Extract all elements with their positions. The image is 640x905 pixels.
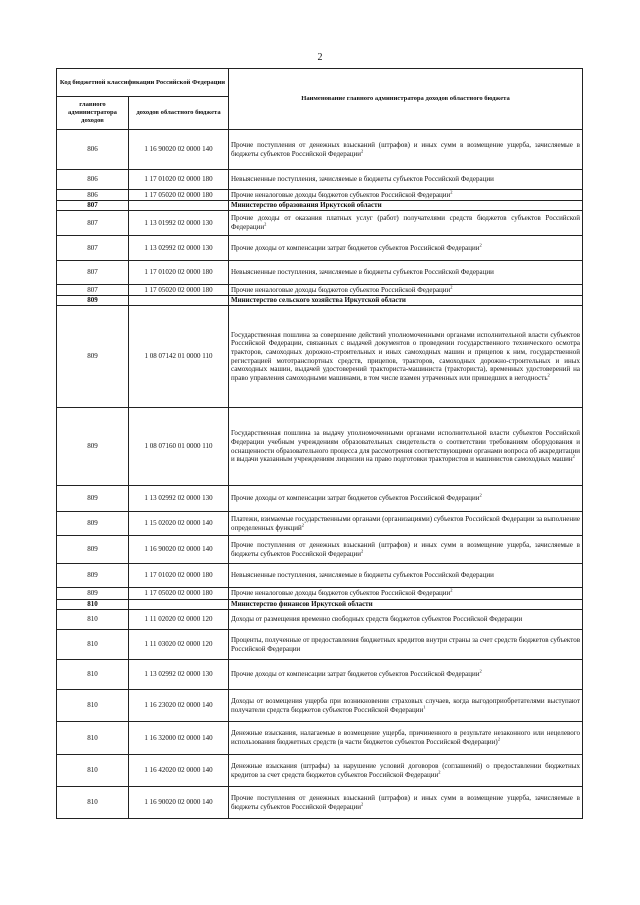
revenue-name-cell xyxy=(229,170,583,190)
footnote-marker: 2 xyxy=(301,522,304,528)
revenue-code-cell: 1 13 02992 02 0000 130 xyxy=(129,660,229,690)
administrator-name-cell xyxy=(229,201,583,211)
revenue-name-text: Денежные взыскания, налагаемые в возмещение ущерба, причиненного в результате незаконного или нецелевого использования бюджетных средств (в части бюджетов субъектов Российской Федерации) xyxy=(231,729,580,746)
section-row xyxy=(57,296,583,306)
table-row xyxy=(57,755,583,787)
revenue-code-cell xyxy=(129,296,229,306)
revenue-code-cell: 1 11 02020 02 0000 120 xyxy=(129,610,229,630)
table-row xyxy=(57,130,583,170)
admin-code-cell: 806 xyxy=(57,170,129,190)
table-row xyxy=(57,306,583,408)
footnote-marker: 2 xyxy=(361,548,364,554)
revenue-name-text: Доходы от размещения временно свободных средств бюджетов субъектов Российской Федерации xyxy=(231,615,523,624)
revenue-name-cell xyxy=(229,610,583,630)
name-column-header: Наименование главного администратора доходов областного бюджета xyxy=(229,69,583,130)
revenue-code-cell: 1 11 03020 02 0000 120 xyxy=(129,630,229,660)
table-row xyxy=(57,722,583,755)
admin-code-cell: 806 xyxy=(57,130,129,170)
revenue-code-cell: 1 17 01020 02 0000 180 xyxy=(129,564,229,588)
table-row xyxy=(57,536,583,564)
footnote-marker: 2 xyxy=(450,587,453,593)
revenue-name-cell xyxy=(229,564,583,588)
revenue-name-cell xyxy=(229,261,583,285)
admin-code-cell: 810 xyxy=(57,787,129,819)
admin-code-cell: 809 xyxy=(57,408,129,486)
revenue-code-cell: 1 17 05020 02 0000 180 xyxy=(129,285,229,296)
revenue-name-cell xyxy=(229,660,583,690)
table-row xyxy=(57,630,583,660)
code-column-header: доходов областного бюджета xyxy=(129,97,229,130)
admin-code-cell: 807 xyxy=(57,285,129,296)
revenue-code-cell: 1 16 42020 02 0000 140 xyxy=(129,755,229,787)
revenue-name-text: Платежи, взимаемые государственными органами (организациями) субъектов Российской Федерации за выполнение определенных функций xyxy=(231,514,580,532)
admin-code-cell: 810 xyxy=(57,630,129,660)
table-row xyxy=(57,486,583,512)
revenue-code-cell xyxy=(129,600,229,610)
footnote-marker: 2 xyxy=(572,453,575,459)
admin-code-cell: 807 xyxy=(57,201,129,211)
footnote-marker: 2 xyxy=(438,769,441,775)
table-row xyxy=(57,660,583,690)
revenue-name-text: Невыясненные поступления, зачисляемые в бюджеты субъектов Российской Федерации xyxy=(231,175,494,184)
table-row xyxy=(57,285,583,296)
revenue-code-cell: 1 13 01992 02 0000 130 xyxy=(129,211,229,236)
footnote-marker: 2 xyxy=(497,736,501,742)
revenue-name-text: Прочие поступления от денежных взысканий (штрафов) и иных сумм в возмещение ущерба, зачисляемые в бюджеты субъектов Российской Федерации xyxy=(231,540,580,558)
table-row xyxy=(57,588,583,600)
revenue-code-cell: 1 08 07160 01 0000 110 xyxy=(129,408,229,486)
table-row xyxy=(57,610,583,630)
admin-code-cell: 807 xyxy=(57,211,129,236)
revenue-code-cell: 1 15 02020 02 0000 140 xyxy=(129,512,229,536)
admin-code-cell: 810 xyxy=(57,610,129,630)
table-row xyxy=(57,564,583,588)
revenue-name-cell xyxy=(229,755,583,787)
revenue-name-text: Проценты, полученные от предоставления бюджетных кредитов внутри страны за счет средств бюджетов субъектов Российской Федерации xyxy=(231,635,580,653)
revenue-code-cell: 1 17 05020 02 0000 180 xyxy=(129,190,229,201)
revenue-name-cell xyxy=(229,722,583,755)
footnote-marker: 2 xyxy=(450,189,453,195)
admin-code-cell: 807 xyxy=(57,236,129,261)
revenue-code-cell: 1 17 01020 02 0000 180 xyxy=(129,261,229,285)
table-row xyxy=(57,787,583,819)
revenue-name-text: Прочие доходы от компенсации затрат бюджетов субъектов Российской Федерации xyxy=(231,243,480,252)
table-row xyxy=(57,512,583,536)
revenue-code-cell: 1 08 07142 01 0000 110 xyxy=(129,306,229,408)
revenue-name-cell xyxy=(229,211,583,236)
revenue-name-text: Государственная пошлина за выдачу уполномоченными органами исполнительной власти субъектов Российской Федерации учебным учреждениям образовательных свидетельств о соответствии требованиям оборудования и оснащенности образовательного процесса для рассмотрения соответствующими органами вопроса об аккредитации и выдачи указанным учреждениям лицензии на право подготовки трактористов и машинистов самоходных машин xyxy=(231,429,580,464)
footnote-marker: 2 xyxy=(479,242,482,248)
revenue-code-cell: 1 13 02992 02 0000 130 xyxy=(129,486,229,512)
revenue-name-text: Денежные взыскания (штрафы) за нарушение условий договоров (соглашений) о предоставлении бюджетных кредитов за счет средств бюджетов субъектов Российской Федерации xyxy=(231,761,580,779)
table-row xyxy=(57,170,583,190)
revenue-name-cell xyxy=(229,130,583,170)
revenue-name-text: Прочие неналоговые доходы бюджетов субъектов Российской Федерации xyxy=(231,190,451,199)
admin-code-cell: 809 xyxy=(57,296,129,306)
revenue-name-text: Прочие поступления от денежных взысканий (штрафов) и иных сумм в возмещение ущерба, зачисляемые в бюджеты субъектов Российской Федерации xyxy=(231,140,580,158)
administrator-name-cell xyxy=(229,600,583,610)
admin-code-cell: 809 xyxy=(57,588,129,600)
table-row xyxy=(57,236,583,261)
admin-code-cell: 809 xyxy=(57,512,129,536)
footnote-marker: 2 xyxy=(264,221,267,227)
admin-column-header: главного администратора доходов xyxy=(57,97,129,130)
revenue-name-text: Министерство образования Иркутской области xyxy=(231,201,382,210)
footnote-marker: 1 xyxy=(423,704,426,710)
revenue-name-text: Невыясненные поступления, зачисляемые в бюджеты субъектов Российской Федерации xyxy=(231,571,494,580)
budget-classification-header: Код бюджетной классификации Российской Федерации xyxy=(57,69,229,97)
admin-code-cell: 809 xyxy=(57,564,129,588)
table-row xyxy=(57,690,583,722)
revenue-name-text: Доходы от возмещения ущерба при возникновении страховых случаев, когда выгодоприобретателями выступают получатели средств бюджетов субъектов Российской Федерации xyxy=(231,696,580,714)
revenue-name-text: Прочие неналоговые доходы бюджетов субъектов Российской Федерации xyxy=(231,285,451,294)
revenue-name-cell xyxy=(229,486,583,512)
revenue-name-cell xyxy=(229,787,583,819)
admin-code-cell: 810 xyxy=(57,690,129,722)
table-row xyxy=(57,211,583,236)
revenue-name-text: Прочие доходы от компенсации затрат бюджетов субъектов Российской Федерации xyxy=(231,670,480,679)
table-body xyxy=(57,130,583,819)
revenue-name-text: Государственная пошлина за совершение действий уполномоченными органами исполнительной власти субъектов Российской Федерации, связанных с выдачей документов о проведении государственного технического осмотра тракторов, самоходных дорожно-строительных и иных самоходных машин и прицепов к ним, государственной регистрацией мототранспортных средств, прицепов, тракторов, самоходных дорожно-строительных и иных самоходных машин, выдачей удостоверений тракториста-машиниста (тракториста), временных удостоверений на право управления самоходными машинами, в том числе взамен утраченных или пришедших в негодность xyxy=(231,330,580,382)
revenue-name-cell xyxy=(229,690,583,722)
admin-code-cell: 810 xyxy=(57,755,129,787)
admin-code-cell: 810 xyxy=(57,600,129,610)
footnote-marker: 2 xyxy=(479,492,482,498)
admin-code-cell: 810 xyxy=(57,722,129,755)
admin-code-cell: 809 xyxy=(57,536,129,564)
revenue-name-cell xyxy=(229,190,583,201)
footnote-marker: 2 xyxy=(361,801,364,807)
revenue-code-cell: 1 16 90020 02 0000 140 xyxy=(129,536,229,564)
revenue-name-cell xyxy=(229,408,583,486)
revenue-code-cell: 1 16 23020 02 0000 140 xyxy=(129,690,229,722)
footnote-marker: 2 xyxy=(450,284,453,290)
revenue-name-text: Прочие доходы от компенсации затрат бюджетов субъектов Российской Федерации xyxy=(231,494,480,503)
table-row xyxy=(57,408,583,486)
revenue-administrators-table xyxy=(56,68,583,819)
revenue-name-cell xyxy=(229,630,583,660)
admin-code-cell: 810 xyxy=(57,660,129,690)
admin-code-cell: 806 xyxy=(57,190,129,201)
revenue-name-cell xyxy=(229,588,583,600)
revenue-code-cell xyxy=(129,201,229,211)
revenue-name-text: Невыясненные поступления, зачисляемые в бюджеты субъектов Российской Федерации xyxy=(231,268,494,277)
revenue-name-cell xyxy=(229,285,583,296)
revenue-code-cell: 1 17 05020 02 0000 180 xyxy=(129,588,229,600)
table-header-row xyxy=(57,69,583,97)
revenue-name-text: Министерство финансов Иркутской области xyxy=(231,600,373,609)
revenue-name-cell xyxy=(229,306,583,408)
revenue-name-text: Прочие доходы от оказания платных услуг (работ) получателями средств бюджетов субъектов Российской Федерации xyxy=(231,214,580,231)
administrator-name-cell xyxy=(229,296,583,306)
section-row xyxy=(57,600,583,610)
admin-code-cell: 809 xyxy=(57,486,129,512)
footnote-marker: 2 xyxy=(361,148,364,154)
admin-code-cell: 809 xyxy=(57,306,129,408)
admin-code-cell: 807 xyxy=(57,261,129,285)
revenue-name-cell xyxy=(229,236,583,261)
revenue-name-text: Министерство сельского хозяйства Иркутской области xyxy=(231,296,406,305)
revenue-name-cell xyxy=(229,536,583,564)
revenue-name-text: Прочие поступления от денежных взысканий (штрафов) и иных сумм в возмещение ущерба, зачисляемые в бюджеты субъектов Российской Федерации xyxy=(231,793,580,811)
revenue-code-cell: 1 13 02992 02 0000 130 xyxy=(129,236,229,261)
section-row xyxy=(57,201,583,211)
footnote-marker: 2 xyxy=(547,372,550,378)
revenue-code-cell: 1 16 90020 02 0000 140 xyxy=(129,787,229,819)
page-number: 2 xyxy=(317,52,323,63)
revenue-name-text: Прочие неналоговые доходы бюджетов субъектов Российской Федерации xyxy=(231,589,451,598)
table-row xyxy=(57,190,583,201)
footnote-marker: 2 xyxy=(479,668,482,674)
revenue-name-cell xyxy=(229,512,583,536)
table-row xyxy=(57,261,583,285)
revenue-code-cell: 1 17 01020 02 0000 180 xyxy=(129,170,229,190)
revenue-code-cell: 1 16 32000 02 0000 140 xyxy=(129,722,229,755)
revenue-code-cell: 1 16 90020 02 0000 140 xyxy=(129,130,229,170)
